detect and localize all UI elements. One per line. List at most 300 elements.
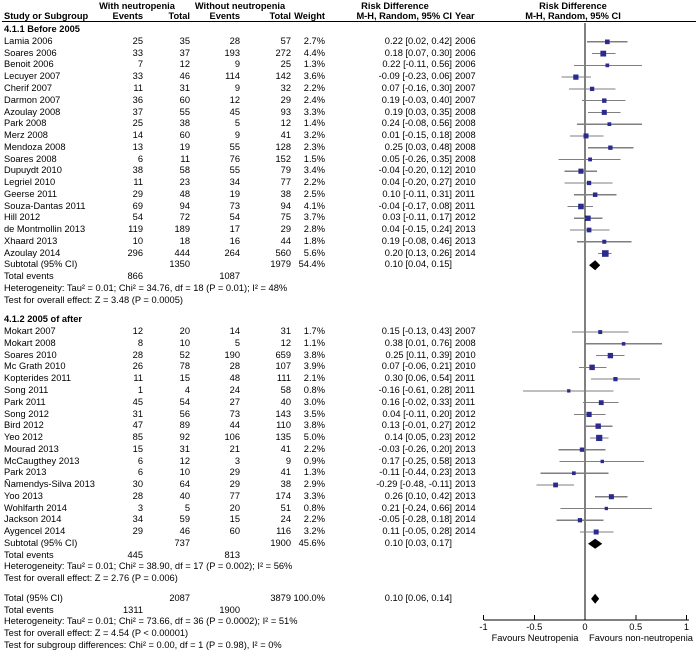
point-estimate-marker [602, 110, 607, 115]
point-estimate-marker [602, 250, 609, 257]
study-name: Ñamendys-Silva 2013 [4, 479, 95, 490]
year-value: 2012 [455, 212, 476, 223]
study-name: Mokart 2008 [4, 337, 56, 348]
weight-value: 5.0% [303, 432, 325, 443]
events-without-neutropenia: 60 [229, 526, 240, 537]
risk-difference-ci-text: 0.15 [-0.13, 0.43] [381, 326, 452, 337]
total-with-neutropenia: 37 [179, 47, 190, 58]
risk-difference-ci-text: -0.03 [-0.26, 0.20] [378, 443, 452, 454]
events-without-neutropenia: 9 [234, 83, 240, 93]
point-estimate-marker [608, 145, 612, 149]
total-without-neutropenia: 12 [280, 118, 291, 129]
total-without-neutropenia: 29 [280, 94, 291, 105]
total-with-neutropenia: 10 [179, 467, 190, 478]
total-with-neutropenia: 23 [179, 177, 190, 188]
events1-header: Events [112, 11, 143, 21]
risk-difference-ci-text: 0.18 [0.07, 0.30] [384, 47, 452, 58]
axis-tick-label: 0 [582, 622, 588, 632]
study-name: Bird 2012 [4, 420, 44, 431]
year-value: 2011 [455, 373, 475, 384]
events-with-neutropenia: 25 [132, 118, 143, 129]
year-value: 2006 [455, 35, 476, 46]
study-name: Soares 2010 [4, 349, 57, 360]
total-events-label: Total events [4, 604, 54, 615]
events-without-neutropenia: 193 [224, 47, 240, 58]
events-without-neutropenia: 17 [229, 224, 240, 235]
total-with-neutropenia: 31 [179, 83, 190, 93]
events-with-neutropenia: 85 [132, 432, 143, 443]
weight-value: 2.2% [303, 177, 325, 188]
events-with-neutropenia: 15 [132, 443, 143, 454]
risk-difference-ci-text: 0.16 [-0.02, 0.33] [381, 396, 452, 407]
point-estimate-marker [599, 400, 604, 405]
point-estimate-marker [596, 435, 602, 441]
study-name: Legriel 2010 [4, 177, 56, 188]
year-value: 2008 [455, 141, 476, 152]
total-with-neutropenia: 89 [179, 420, 190, 431]
total-without-neutropenia: 40 [280, 396, 291, 407]
risk-difference-ci-text: 0.22 [0.02, 0.42] [384, 35, 452, 46]
study-name: Soares 2008 [4, 153, 57, 164]
events-with-neutropenia: 25 [132, 35, 143, 46]
total-with-neutropenia: 92 [179, 432, 190, 443]
pooled-ci-text: 0.10 [0.06, 0.14] [384, 592, 452, 603]
overall-effect-note-text: Test for overall effect: Z = 3.48 (P = 0.0005) [4, 294, 183, 305]
weight-value: 3.9% [303, 361, 325, 372]
study-name: Cherif 2007 [4, 83, 53, 93]
total-events1: 1311 [123, 604, 143, 615]
weight-value: 2.9% [303, 479, 325, 490]
year-value: 2011 [455, 385, 475, 395]
total-without-neutropenia: 272 [275, 47, 291, 58]
total-with-neutropenia: 38 [179, 118, 190, 129]
total2-header: Total [269, 11, 291, 21]
total-with-neutropenia: 10 [179, 337, 190, 348]
heterogeneity-note-text: Heterogeneity: Tau² = 0.01; Chi² = 38.90, df = 17 (P = 0.002); I² = 56% [4, 561, 293, 572]
events-with-neutropenia: 29 [132, 188, 143, 199]
year-value: 2007 [455, 326, 476, 337]
subgroup-title: 4.1.2 2005 of after [4, 314, 83, 325]
total-events-label: Total events [4, 271, 54, 282]
total-with-neutropenia: 11 [180, 153, 190, 164]
total-events2: 1087 [219, 271, 240, 282]
study-name: Mendoza 2008 [4, 141, 66, 152]
events-with-neutropenia: 14 [132, 130, 143, 141]
risk-difference-ci-text: 0.22 [-0.11, 0.56] [382, 59, 452, 70]
study-name: Souza-Dantas 2011 [4, 200, 86, 211]
total-with-neutropenia: 4 [184, 385, 190, 395]
study-name: Song 2012 [4, 408, 49, 419]
total-with-neutropenia: 60 [179, 130, 190, 141]
weight-value: 3.3% [303, 106, 325, 117]
year-value: 2013 [455, 235, 476, 246]
events-without-neutropenia: 264 [224, 247, 240, 258]
risk-difference-ci-text: 0.03 [-0.11, 0.17] [382, 212, 452, 223]
study-name: Park 2011 [4, 396, 46, 407]
total-with-neutropenia: 19 [179, 141, 190, 152]
events-with-neutropenia: 10 [132, 235, 143, 246]
point-estimate-marker [608, 353, 613, 358]
events-with-neutropenia: 26 [132, 361, 143, 372]
events-without-neutropenia: 34 [229, 177, 240, 188]
column-group-without-neutropenia: Without neutropenia [194, 1, 286, 11]
risk-difference-ci-text: 0.38 [0.01, 0.76] [384, 337, 452, 348]
study-name: Mokart 2007 [4, 326, 56, 337]
total-events1: 866 [127, 271, 143, 282]
total-without-neutropenia: 75 [280, 212, 291, 223]
year-value: 2011 [455, 188, 475, 199]
total-with-neutropenia: 46 [179, 526, 190, 537]
study-name: Mc Grath 2010 [4, 361, 66, 372]
year-value: 2008 [455, 130, 476, 141]
column-group-with-neutropenia: With neutropenia [99, 1, 175, 11]
total-with-neutropenia: 58 [179, 165, 190, 176]
events-with-neutropenia: 3 [137, 502, 143, 513]
point-estimate-marker [598, 330, 602, 334]
total-with-neutropenia: 48 [179, 188, 190, 199]
risk-difference-ci-text: 0.25 [0.03, 0.48] [384, 141, 452, 152]
subgroup-differences-note-text: Test for subgroup differences: Chi² = 0.00, df = 1 (P = 0.98), I² = 0% [4, 639, 282, 650]
pooled-label: Subtotal (95% CI) [4, 259, 78, 270]
study-name: Mourad 2013 [4, 443, 59, 454]
total-without-neutropenia: 107 [275, 361, 291, 372]
risk-difference-ci-text: 0.20 [0.13, 0.26] [384, 247, 452, 258]
pooled-total2: 1900 [270, 537, 291, 548]
year-value: 2010 [455, 165, 476, 176]
point-estimate-marker [600, 51, 606, 57]
year-value: 2010 [455, 177, 476, 188]
events-without-neutropenia: 5 [234, 337, 240, 348]
year-value: 2008 [455, 106, 476, 117]
pooled-ci-text: 0.10 [0.04, 0.15] [384, 259, 452, 270]
events-without-neutropenia: 28 [229, 361, 240, 372]
risk-difference-ci-text: 0.10 [-0.11, 0.31] [382, 188, 452, 199]
year-value: 2013 [455, 443, 476, 454]
total-without-neutropenia: 659 [275, 349, 291, 360]
events-without-neutropenia: 9 [234, 59, 240, 70]
point-estimate-marker [607, 122, 611, 126]
point-estimate-marker [580, 448, 584, 452]
risk-difference-ci-text: 0.11 [-0.05, 0.28] [382, 526, 452, 537]
weight-value: 0.9% [303, 455, 325, 466]
risk-difference-ci-text: -0.16 [-0.61, 0.28] [378, 385, 452, 395]
point-estimate-marker [602, 240, 606, 244]
total-without-neutropenia: 110 [276, 420, 291, 431]
weight-value: 2.4% [303, 94, 325, 105]
events-with-neutropenia: 11 [133, 83, 143, 93]
weight-value: 4.4% [303, 47, 325, 58]
point-estimate-marker [578, 204, 584, 210]
total-without-neutropenia: 9 [285, 455, 291, 466]
total-with-neutropenia: 5 [184, 502, 190, 513]
events-without-neutropenia: 114 [225, 71, 240, 82]
events-without-neutropenia: 24 [229, 385, 240, 395]
total-with-neutropenia: 35 [179, 35, 190, 46]
year-value: 2011 [455, 396, 475, 407]
events2-header: Events [209, 11, 240, 21]
pooled-label: Subtotal (95% CI) [4, 537, 78, 548]
total-without-neutropenia: 143 [275, 408, 291, 419]
total-without-neutropenia: 93 [280, 106, 291, 117]
total-without-neutropenia: 94 [280, 200, 291, 211]
total-with-neutropenia: 12 [179, 59, 190, 70]
pooled-total1: 2087 [169, 592, 190, 603]
events-with-neutropenia: 29 [132, 526, 143, 537]
weight-value: 0.8% [303, 502, 325, 513]
total-with-neutropenia: 78 [179, 361, 190, 372]
total-events2: 813 [224, 549, 240, 560]
events-with-neutropenia: 119 [128, 224, 143, 235]
heterogeneity-note-text: Heterogeneity: Tau² = 0.01; Chi² = 34.76, df = 18 (P = 0.01); I² = 48% [4, 282, 288, 293]
mh-ci-header-right: M-H, Random, 95% CI [525, 11, 621, 21]
point-estimate-marker [594, 530, 599, 535]
total-without-neutropenia: 38 [280, 188, 291, 199]
year-value: 2007 [455, 83, 476, 93]
events-with-neutropenia: 11 [133, 373, 143, 384]
point-estimate-marker [609, 494, 614, 499]
events-without-neutropenia: 29 [229, 479, 240, 490]
risk-difference-ci-text: 0.19 [-0.08, 0.46] [381, 235, 452, 246]
risk-difference-ci-text: 0.17 [-0.25, 0.58] [381, 455, 452, 466]
year-header: Year [455, 11, 475, 21]
total-events2: 1900 [219, 604, 240, 615]
weight-value: 3.4% [303, 165, 325, 176]
year-value: 2008 [455, 337, 476, 348]
year-value: 2008 [455, 153, 476, 164]
pooled-weight: 100.0% [293, 592, 325, 603]
total-with-neutropenia: 189 [174, 224, 190, 235]
risk-difference-ci-text: -0.04 [-0.20, 0.12] [378, 165, 452, 176]
study-name: Benoit 2006 [4, 59, 54, 70]
risk-difference-ci-text: 0.07 [-0.06, 0.21] [381, 361, 452, 372]
risk-difference-ci-text: 0.01 [-0.15, 0.18] [381, 130, 452, 141]
overall-effect-note-text: Test for overall effect: Z = 2.76 (P = 0.006) [4, 573, 178, 584]
pooled-ci-text: 0.10 [0.03, 0.17] [384, 537, 452, 548]
weight-value: 1.8% [303, 235, 325, 246]
events-without-neutropenia: 20 [229, 502, 240, 513]
risk-difference-ci-text: -0.05 [-0.28, 0.18] [378, 514, 452, 525]
year-value: 2006 [455, 59, 476, 70]
favours-left-label: Favours Neutropenia [491, 633, 579, 643]
axis-tick-label: 1 [683, 622, 690, 632]
risk-difference-header-left: Risk Difference [361, 1, 429, 11]
pooled-weight: 45.6% [298, 537, 325, 548]
subgroup-title: 4.1.1 Before 2005 [4, 24, 80, 35]
point-estimate-marker [587, 181, 591, 185]
axis-tick-label: -1 [479, 622, 488, 632]
point-estimate-marker [589, 365, 594, 370]
total-without-neutropenia: 51 [280, 502, 291, 513]
events-with-neutropenia: 6 [137, 153, 143, 164]
weight-value: 3.5% [303, 408, 325, 419]
total-with-neutropenia: 59 [179, 514, 190, 525]
risk-difference-ci-text: 0.05 [-0.26, 0.35] [381, 153, 452, 164]
year-value: 2013 [455, 479, 476, 490]
events-without-neutropenia: 28 [229, 35, 240, 46]
study-name: Jackson 2014 [4, 514, 62, 525]
risk-difference-ci-text: 0.13 [-0.01, 0.27] [381, 420, 452, 431]
events-without-neutropenia: 77 [229, 490, 240, 501]
year-value: 2010 [455, 361, 476, 372]
risk-difference-ci-text: 0.19 [0.03, 0.35] [384, 106, 452, 117]
events-with-neutropenia: 45 [132, 396, 143, 407]
year-value: 2014 [455, 247, 476, 258]
weight-value: 2.1% [303, 373, 325, 384]
total-without-neutropenia: 25 [280, 59, 291, 70]
events-without-neutropenia: 44 [229, 420, 240, 431]
total-without-neutropenia: 41 [280, 467, 291, 478]
year-value: 2014 [455, 502, 476, 513]
risk-difference-ci-text: 0.04 [-0.11, 0.20] [382, 408, 452, 419]
study-name: Dupuydt 2010 [4, 165, 62, 176]
pooled-total1: 1350 [169, 259, 190, 270]
weight-value: 3.8% [303, 420, 325, 431]
total-without-neutropenia: 79 [280, 165, 291, 176]
events-without-neutropenia: 106 [224, 432, 240, 443]
study-name: Aygencel 2014 [4, 526, 66, 537]
study-name: Azoulay 2008 [4, 106, 61, 117]
risk-difference-ci-text: 0.25 [0.11, 0.39] [385, 349, 452, 360]
total-with-neutropenia: 55 [179, 106, 190, 117]
total-without-neutropenia: 142 [275, 71, 291, 82]
events-with-neutropenia: 54 [132, 212, 143, 223]
events-with-neutropenia: 28 [132, 490, 143, 501]
risk-difference-ci-text: 0.26 [0.10, 0.42] [384, 490, 452, 501]
weight-header: Weight [294, 11, 325, 21]
study-subgroup-header: Study or Subgroup [4, 11, 89, 21]
weight-value: 4.1% [303, 200, 325, 211]
risk-difference-ci-text: -0.29 [-0.48, -0.11] [376, 479, 452, 490]
risk-difference-ci-text: -0.09 [-0.23, 0.06] [378, 71, 452, 82]
risk-difference-ci-text: 0.19 [-0.03, 0.40] [381, 94, 452, 105]
favours-right-label: Favours non-neutropenia [589, 633, 693, 643]
weight-value: 3.2% [303, 526, 325, 537]
events-with-neutropenia: 47 [132, 420, 143, 431]
events-without-neutropenia: 54 [229, 212, 240, 223]
year-value: 2008 [455, 118, 476, 129]
point-estimate-marker [596, 423, 601, 428]
total-without-neutropenia: 12 [280, 337, 291, 348]
total-with-neutropenia: 12 [179, 455, 190, 466]
total-without-neutropenia: 560 [275, 247, 291, 258]
weight-value: 3.3% [303, 490, 325, 501]
events-without-neutropenia: 14 [229, 326, 240, 337]
weight-value: 3.0% [303, 396, 325, 407]
pooled-total2: 3879 [270, 592, 291, 603]
study-name: Merz 2008 [4, 130, 48, 141]
events-without-neutropenia: 19 [229, 188, 240, 199]
events-without-neutropenia: 55 [229, 165, 240, 176]
weight-value: 1.5% [303, 153, 325, 164]
total-with-neutropenia: 31 [179, 443, 190, 454]
total-with-neutropenia: 46 [179, 71, 190, 82]
study-name: Wohlfarth 2014 [4, 502, 67, 513]
events-with-neutropenia: 37 [132, 106, 143, 117]
events-without-neutropenia: 15 [229, 514, 240, 525]
total-without-neutropenia: 32 [280, 83, 291, 93]
events-without-neutropenia: 12 [229, 94, 240, 105]
weight-value: 5.6% [303, 247, 325, 258]
risk-difference-ci-text: 0.24 [-0.08, 0.56] [381, 118, 452, 129]
weight-value: 2.2% [303, 514, 325, 525]
weight-value: 1.1% [303, 337, 325, 348]
heterogeneity-note-text: Heterogeneity: Tau² = 0.01; Chi² = 73.66, df = 36 (P = 0.0002); I² = 51% [4, 616, 298, 627]
weight-value: 2.3% [303, 141, 325, 152]
events-with-neutropenia: 13 [132, 141, 143, 152]
events-without-neutropenia: 45 [229, 106, 240, 117]
total-without-neutropenia: 135 [275, 432, 291, 443]
total-without-neutropenia: 152 [275, 153, 291, 164]
study-name: Geerse 2011 [4, 188, 58, 199]
point-estimate-marker [613, 377, 617, 381]
weight-value: 1.7% [303, 326, 325, 337]
total-with-neutropenia: 60 [179, 94, 190, 105]
events-with-neutropenia: 7 [137, 59, 143, 70]
total-without-neutropenia: 111 [276, 373, 291, 384]
point-estimate-marker [605, 40, 610, 45]
total-with-neutropenia: 72 [179, 212, 190, 223]
total-without-neutropenia: 174 [275, 490, 291, 501]
events-without-neutropenia: 9 [234, 130, 240, 141]
events-with-neutropenia: 11 [133, 177, 143, 188]
events-without-neutropenia: 16 [229, 235, 240, 246]
events-with-neutropenia: 31 [132, 408, 143, 419]
total-without-neutropenia: 128 [275, 141, 291, 152]
study-name: Xhaard 2013 [4, 235, 58, 246]
total-events-label: Total events [4, 549, 54, 560]
study-name: de Montmollin 2013 [4, 224, 86, 235]
point-estimate-marker [588, 158, 592, 162]
pooled-diamond [589, 260, 600, 270]
point-estimate-marker [553, 483, 558, 488]
study-name: Kopterides 2011 [4, 373, 72, 384]
point-estimate-marker [593, 192, 598, 197]
year-value: 2013 [455, 490, 476, 501]
point-estimate-marker [572, 471, 576, 475]
point-estimate-marker [578, 169, 583, 174]
weight-value: 1.3% [303, 467, 325, 478]
risk-difference-ci-text: 0.14 [0.05, 0.23] [384, 432, 452, 443]
point-estimate-marker [590, 87, 594, 91]
year-value: 2013 [455, 455, 476, 466]
point-estimate-marker [605, 64, 609, 68]
weight-value: 2.2% [303, 83, 325, 93]
events-with-neutropenia: 30 [132, 479, 143, 490]
total-with-neutropenia: 15 [179, 373, 190, 384]
weight-value: 3.2% [303, 130, 325, 141]
axis-tick-label: -0.5 [526, 622, 543, 632]
events-without-neutropenia: 55 [229, 141, 240, 152]
year-value: 2012 [455, 420, 476, 431]
total-without-neutropenia: 24 [280, 514, 291, 525]
study-name: Lamia 2006 [4, 35, 53, 46]
pooled-diamond [588, 539, 602, 549]
study-name: Azoulay 2014 [4, 247, 61, 258]
total-without-neutropenia: 77 [280, 177, 291, 188]
total-without-neutropenia: 38 [280, 479, 291, 490]
weight-value: 1.4% [303, 118, 325, 129]
pooled-total1: 737 [174, 537, 190, 548]
total-without-neutropenia: 41 [280, 443, 291, 454]
weight-value: 2.5% [303, 188, 325, 199]
point-estimate-marker [601, 460, 604, 463]
events-with-neutropenia: 6 [137, 455, 143, 466]
study-name: McCaugthey 2013 [4, 455, 80, 466]
year-value: 2012 [455, 432, 476, 443]
study-name: Song 2011 [4, 385, 49, 395]
study-name: Yeo 2012 [4, 432, 43, 443]
pooled-label: Total (95% CI) [4, 592, 63, 603]
